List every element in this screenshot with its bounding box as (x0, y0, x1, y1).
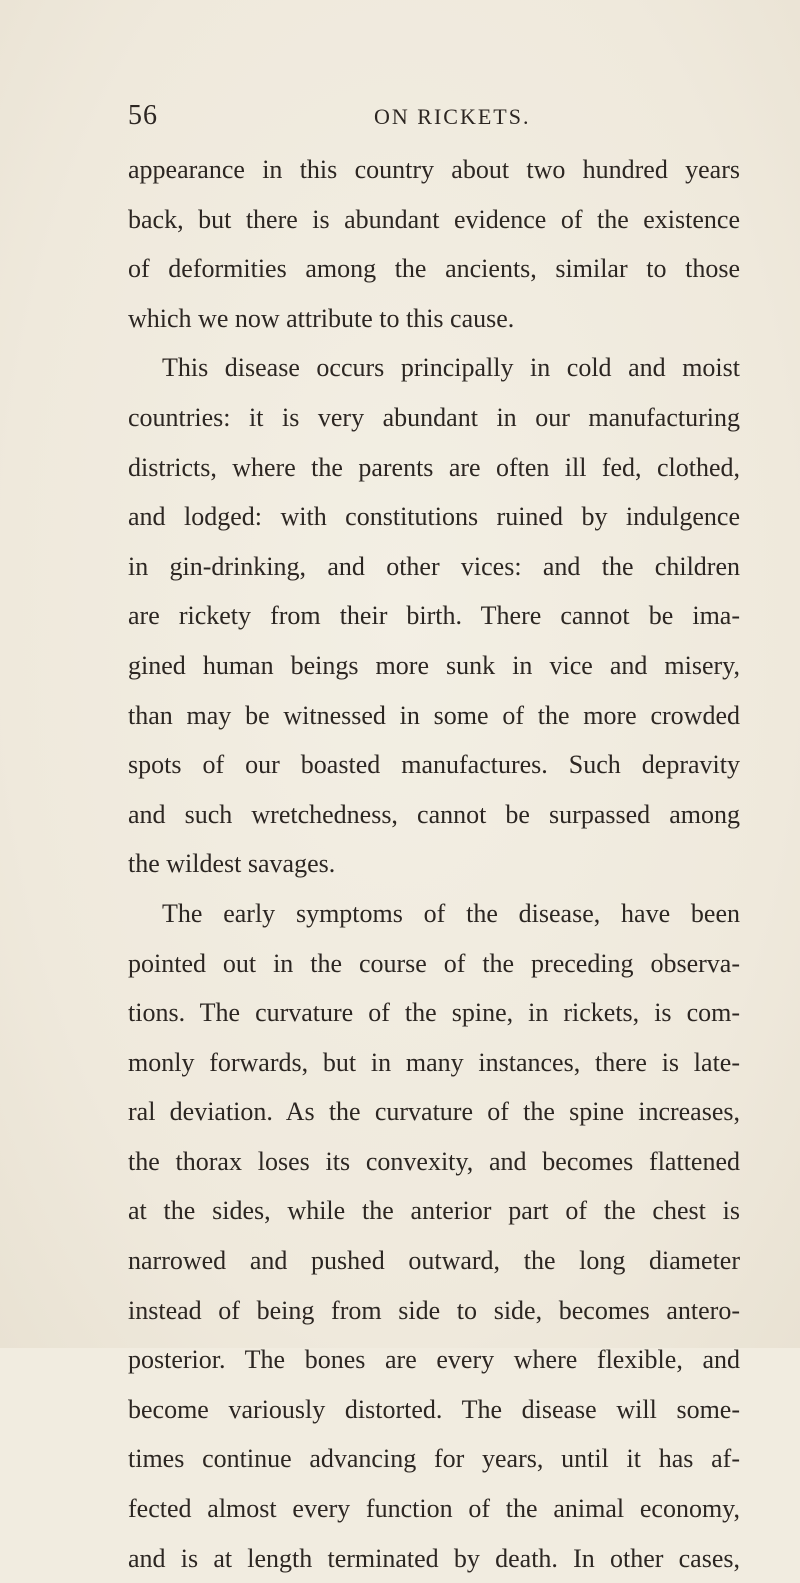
page-number: 56 (128, 100, 158, 131)
text-line: narrowed and pushed outward, the long diameter (128, 1246, 740, 1276)
text-line: pointed out in the course of the preceding observa- (128, 948, 740, 978)
text-line: become variously distorted. The disease will some- (128, 1394, 740, 1424)
text-line: and such wretchedness, cannot be surpassed among (128, 799, 740, 829)
text-line: than may be witnessed in some of the more crowded (128, 700, 740, 730)
text-line: tions. The curvature of the spine, in rickets, is com- (128, 998, 740, 1028)
text-line: of deformities among the ancients, similar to those (128, 254, 740, 284)
body-text (128, 145, 740, 1583)
paragraph-start-line: This disease occurs principally in cold and moist (162, 353, 740, 383)
text-line: fected almost every function of the animal economy, (128, 1494, 740, 1524)
page-header (128, 100, 740, 140)
text-line: spots of our boasted manufactures. Such depravity (128, 750, 740, 780)
text-line: times continue advancing for years, until it has af- (128, 1444, 740, 1474)
text-line: in gin-drinking, and other vices: and the children (128, 551, 740, 581)
text-line: instead of being from side to side, becomes antero- (128, 1295, 740, 1325)
text-line: the thorax loses its convexity, and becomes flattened (128, 1146, 740, 1176)
text-line: ral deviation. As the curvature of the spine increases, (128, 1097, 740, 1127)
running-head: ON RICKETS. (374, 104, 531, 129)
text-line: are rickety from their birth. There cannot be ima- (128, 601, 740, 631)
text-line: back, but there is abundant evidence of the existence (128, 204, 740, 234)
text-line: and is at length terminated by death. In other cases, (128, 1543, 740, 1573)
paragraph-start-line: The early symptoms of the disease, have been (162, 898, 740, 928)
text-line: countries: it is very abundant in our manufacturing (128, 402, 740, 432)
text-line: districts, where the parents are often ill fed, clothed, (128, 452, 740, 482)
text-line: and lodged: with constitutions ruined by indulgence (128, 502, 740, 532)
text-line: gined human beings more sunk in vice and misery, (128, 650, 740, 680)
text-line: the wildest savages. (128, 849, 336, 879)
text-line: monly forwards, but in many instances, there is late- (128, 1047, 740, 1077)
text-line: which we now attribute to this cause. (128, 303, 515, 333)
text-line: at the sides, while the anterior part of the chest is (128, 1196, 740, 1226)
text-line: posterior. The bones are every where flexible, and (128, 1345, 740, 1375)
text-line: appearance in this country about two hundred years (128, 155, 740, 184)
